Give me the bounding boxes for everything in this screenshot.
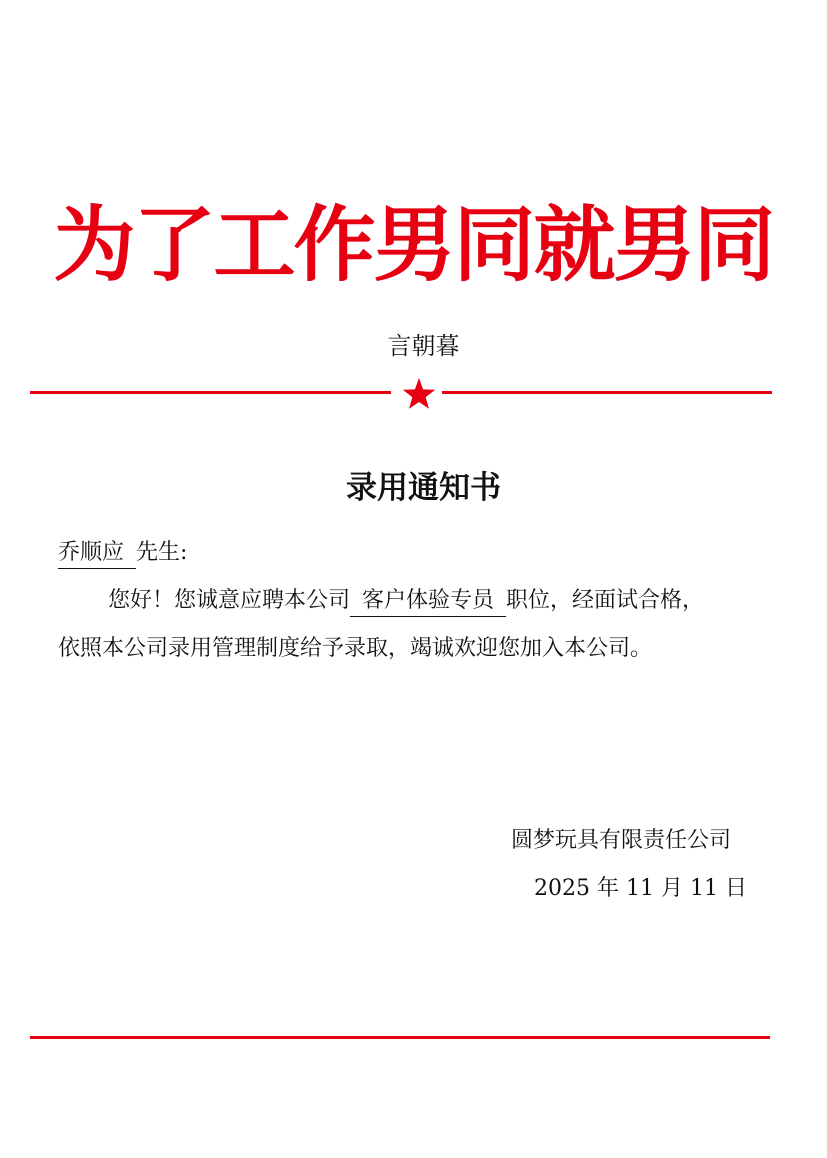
divider-line-left — [30, 391, 391, 394]
bottom-rule — [30, 1036, 770, 1039]
salutation-suffix: 先生: — [136, 540, 188, 565]
divider-line-right — [442, 391, 772, 394]
issue-date: 2025 年 11 月 11 日 — [534, 876, 747, 901]
position-field: 客户体验专员 — [350, 586, 506, 617]
paragraph-line-2: 依照本公司录用管理制度给予录取，竭诚欢迎您加入本公司。 — [58, 636, 653, 661]
paragraph-line-1 — [108, 584, 704, 618]
company-name: 圆梦玩具有限责任公司 — [511, 828, 732, 853]
salutation — [58, 536, 187, 570]
recipient-name-field: 乔顺应 — [58, 538, 136, 569]
notice-heading: 录用通知书 — [346, 470, 501, 506]
paragraph-line-1-end: 职位，经面试合格， — [506, 588, 705, 613]
issuer-name: 言朝暮 — [387, 332, 460, 360]
banner-title: 为了工作男同就男同 — [53, 198, 774, 293]
star-icon — [402, 377, 436, 411]
paragraph-line-1-start: 您好！您诚意应聘本公司 — [108, 588, 351, 613]
